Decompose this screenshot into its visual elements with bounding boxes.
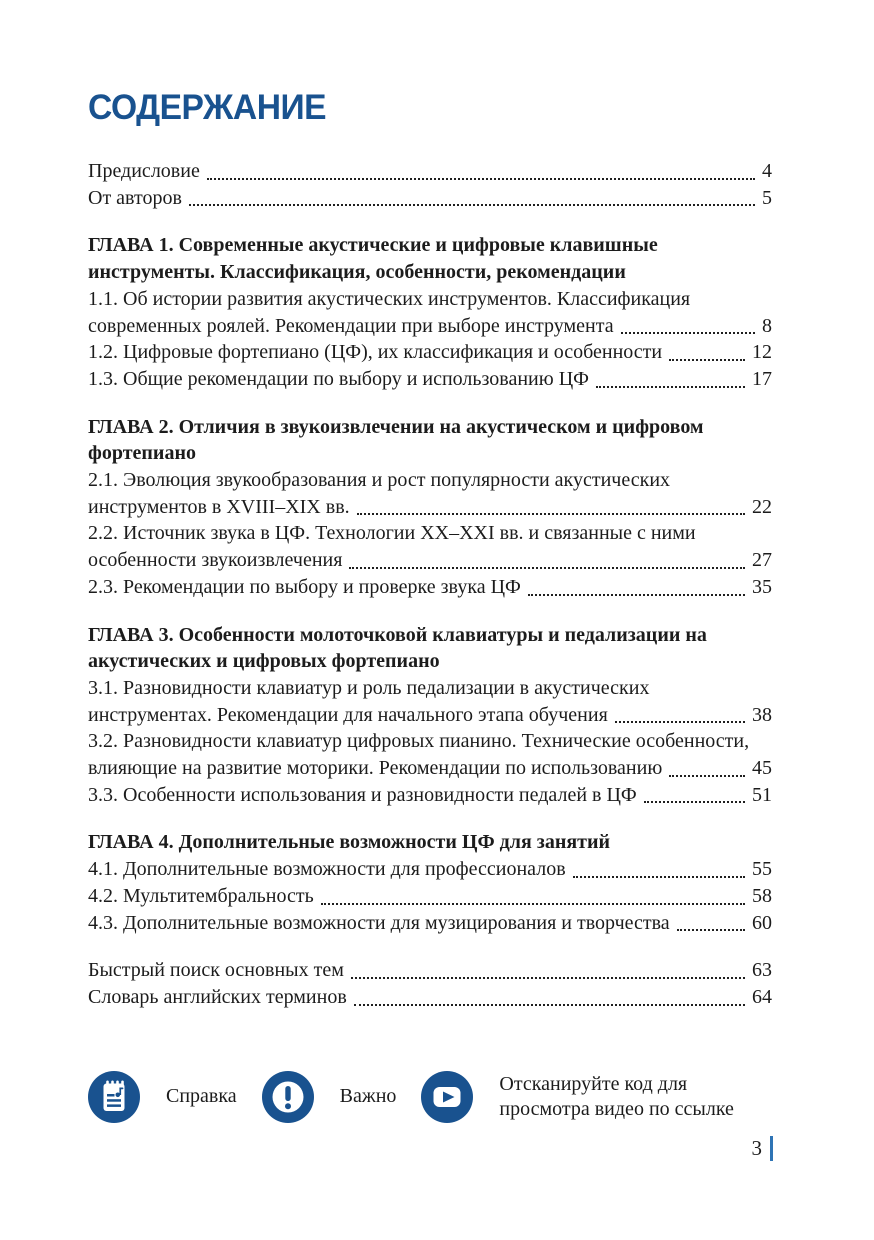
toc-page-number: 8 (762, 314, 772, 337)
toc-entry-line (88, 984, 772, 1011)
dot-leader (354, 1004, 745, 1006)
legend-label-reference: Справка (166, 1085, 237, 1108)
toc-chapter-line (88, 232, 772, 259)
toc-text: ГЛАВА 4. Дополнительные возможности ЦФ для занятий (88, 831, 611, 854)
toc-entry-line (88, 728, 772, 755)
toc-entry-line (88, 286, 772, 313)
toc-text: современных роялей. Рекомендации при выборе инструмента (88, 314, 614, 337)
toc-entry-line (88, 185, 772, 212)
dot-leader (615, 721, 745, 723)
toc-page-number: 5 (762, 186, 772, 209)
toc-page-number: 58 (752, 884, 772, 907)
toc-chapter-line (88, 440, 772, 467)
toc-text: ГЛАВА 2. Отличия в звукоизвлечении на акустическом и цифровом (88, 415, 704, 438)
toc-text: 1.3. Общие рекомендации по выбору и использованию ЦФ (88, 367, 589, 390)
toc-text: 3.2. Разновидности клавиатур цифровых пианино. Технические особенности, (88, 730, 750, 753)
toc-gap (88, 808, 772, 829)
dot-leader (321, 903, 745, 905)
toc-page-number: 17 (752, 367, 772, 390)
toc-entry-line (88, 910, 772, 937)
toc-entry-line (88, 782, 772, 809)
toc-text: инструментов в XVIII–XIX вв. (88, 495, 350, 518)
toc-text: особенности звукоизвлечения (88, 549, 343, 572)
toc-page-number: 38 (752, 703, 772, 726)
toc-list (88, 158, 772, 1011)
toc-page-number: 12 (752, 341, 772, 364)
legend-item-important (262, 1071, 397, 1123)
toc-text: ГЛАВА 3. Особенности молоточковой клавиатуры и педализации на (88, 623, 707, 646)
toc-page-number: 55 (752, 858, 772, 881)
dot-leader (644, 801, 745, 803)
dot-leader (351, 977, 745, 979)
toc-page-number: 22 (752, 495, 772, 518)
page-number-bar (770, 1136, 773, 1161)
toc-entry-line (88, 547, 772, 574)
toc-chapter-line (88, 622, 772, 649)
toc-page-number: 64 (752, 985, 772, 1008)
toc-text: От авторов (88, 186, 182, 209)
toc-gap (88, 601, 772, 622)
toc-text: фортепиано (88, 442, 196, 465)
toc-chapter-line (88, 414, 772, 441)
dot-leader (349, 567, 745, 569)
dot-leader (669, 359, 745, 361)
toc-text: 3.3. Особенности использования и разновидности педалей в ЦФ (88, 783, 637, 806)
toc-entry-line (88, 675, 772, 702)
toc-entry-line (88, 520, 772, 547)
dot-leader (677, 929, 745, 931)
page-footer (752, 1136, 774, 1161)
dot-leader (207, 178, 755, 180)
video-play-icon (421, 1071, 473, 1123)
toc-entry-line (88, 158, 772, 185)
toc-entry-line (88, 339, 772, 366)
toc-chapter-line (88, 259, 772, 286)
toc-text: ГЛАВА 1. Современные акустические и цифровые клавишные (88, 234, 658, 257)
legend-item-video (421, 1071, 751, 1123)
toc-text: акустических и цифровых фортепиано (88, 650, 440, 673)
toc-text: инструменты. Классификация, особенности, рекомендации (88, 261, 626, 284)
toc-entry-line (88, 366, 772, 393)
toc-entry-line (88, 957, 772, 984)
toc-entry-line (88, 702, 772, 729)
toc-page-number: 51 (752, 783, 772, 806)
toc-text: 2.2. Источник звука в ЦФ. Технологии XX–XXI вв. и связанные с ними (88, 522, 696, 545)
toc-chapter-line (88, 648, 772, 675)
toc-entry-line (88, 467, 772, 494)
toc-text: 3.1. Разновидности клавиатур и роль педализации в акустических (88, 676, 650, 699)
legend-row (88, 1071, 772, 1123)
dot-leader (669, 775, 745, 777)
toc-text: 1.2. Цифровые фортепиано (ЦФ), их классификация и особенности (88, 341, 663, 364)
toc-text: 4.3. Дополнительные возможности для музицирования и творчества (88, 911, 670, 934)
exclamation-icon (262, 1071, 314, 1123)
toc-entry-line (88, 755, 772, 782)
toc-text: 4.2. Мультитембральность (88, 884, 314, 907)
toc-text: инструментах. Рекомендации для начального этапа обучения (88, 703, 608, 726)
toc-gap (88, 936, 772, 957)
toc-page-number: 63 (752, 959, 772, 982)
dot-leader (189, 204, 755, 206)
toc-text: 1.1. Об истории развития акустических инструментов. Классификация (88, 287, 691, 310)
legend-label-video: Отсканируйте код для просмотра видео по ссылке (499, 1072, 734, 1120)
dot-leader (528, 594, 745, 596)
legend-label-important: Важно (339, 1085, 397, 1108)
toc-entry-line (88, 313, 772, 340)
page-number: 3 (751, 1136, 762, 1160)
toc-entry-line (88, 883, 772, 910)
toc-entry-line (88, 574, 772, 601)
toc-text: Предисловие (88, 160, 200, 182)
toc-page-number: 4 (762, 160, 772, 182)
notepad-icon (88, 1071, 140, 1123)
toc-chapter-line (88, 829, 772, 856)
toc-page-number: 60 (752, 911, 772, 934)
dot-leader (573, 876, 745, 878)
page-title: СОДЕРЖАНИЕ (88, 88, 327, 127)
toc-page-number: 27 (752, 549, 772, 572)
dot-leader (621, 332, 755, 334)
toc-entry-line (88, 856, 772, 883)
toc-text: 4.1. Дополнительные возможности для профессионалов (88, 858, 566, 881)
dot-leader (596, 386, 745, 388)
toc-text: Словарь английских терминов (88, 985, 347, 1008)
toc-text: 2.1. Эволюция звукообразования и рост популярности акустических (88, 469, 671, 492)
toc-page-number: 45 (752, 757, 772, 780)
dot-leader (357, 513, 745, 515)
toc-gap (88, 211, 772, 232)
toc-text: 2.3. Рекомендации по выбору и проверке звука ЦФ (88, 575, 521, 598)
toc-entry-line (88, 494, 772, 521)
toc-text: влияющие на развитие моторики. Рекомендации по использованию (88, 757, 663, 780)
toc-text: Быстрый поиск основных тем (88, 959, 344, 982)
toc-page-number: 35 (752, 575, 772, 598)
legend-item-reference (88, 1071, 237, 1123)
toc-gap (88, 393, 772, 414)
